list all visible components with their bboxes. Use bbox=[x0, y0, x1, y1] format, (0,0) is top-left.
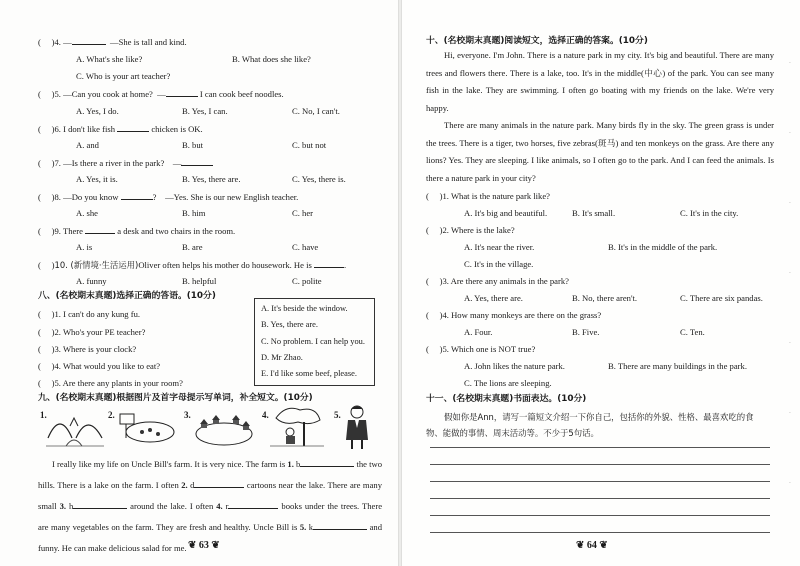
option: C. No, I can't. bbox=[292, 106, 340, 116]
blank[interactable] bbox=[314, 259, 344, 268]
match-item-5: ( )5. Are there any plants in your room? bbox=[38, 378, 183, 388]
question-9: ( )9. There a desk and two chairs in the room. bbox=[38, 226, 236, 236]
option: B. but bbox=[182, 140, 204, 150]
option: A. John likes the nature park. bbox=[464, 361, 565, 371]
answer-option-b: B. Yes, there are. bbox=[261, 320, 318, 329]
match-item-3: ( )3. Where is your clock? bbox=[38, 344, 137, 354]
leaf-ornament-icon: ❦ bbox=[211, 540, 220, 551]
reading-question-5: ( )5. Which one is NOT true? bbox=[426, 344, 536, 354]
picture-number: 5. bbox=[334, 410, 341, 420]
blank-1[interactable] bbox=[300, 458, 354, 467]
option: A. is bbox=[76, 242, 93, 252]
option: A. funny bbox=[76, 276, 107, 286]
question-8: ( )8. —Do you know ? —Yes. She is our new English teacher. bbox=[38, 192, 299, 202]
option: A. What's she like? bbox=[76, 54, 143, 64]
option: A. Yes, I do. bbox=[76, 106, 119, 116]
blank[interactable] bbox=[85, 225, 115, 234]
option: C. Ten. bbox=[680, 327, 705, 337]
picture-number: 1. bbox=[40, 410, 47, 420]
page-number-right: ❦ 64 ❦ bbox=[576, 540, 608, 551]
drawing-picture bbox=[116, 408, 178, 448]
blank-3[interactable] bbox=[73, 500, 127, 509]
blank[interactable] bbox=[181, 157, 213, 166]
option: B. Yes, there are. bbox=[182, 174, 241, 184]
option: C. but not bbox=[292, 140, 327, 150]
reading-under-tree-picture bbox=[270, 404, 324, 448]
picture-number: 3. bbox=[184, 410, 191, 420]
reading-question-3: ( )3. Are there any animals in the park? bbox=[426, 276, 569, 286]
option: A. she bbox=[76, 208, 98, 218]
cut-mark-icon: · bbox=[789, 270, 791, 277]
reading-question-4: ( )4. How many monkeys are there on the grass? bbox=[426, 310, 602, 320]
option: C. There are six pandas. bbox=[680, 293, 763, 303]
writing-line[interactable] bbox=[430, 515, 770, 516]
picture-number: 4. bbox=[262, 410, 269, 420]
option: A. Four. bbox=[464, 327, 493, 337]
section-10-title: 十、(名校期末真题)阅读短文，选择正确的答案。(10分) bbox=[426, 36, 648, 46]
match-item-1: ( )1. I can't do any kung fu. bbox=[38, 309, 141, 319]
kind-man-picture bbox=[344, 404, 370, 450]
houses-picture bbox=[192, 408, 256, 448]
blank[interactable] bbox=[117, 123, 149, 132]
option: C. Yes, there is. bbox=[292, 174, 346, 184]
section-11-title: 十一、(名校期末真题)书面表达。(10分) bbox=[426, 394, 587, 404]
question-7: ( )7. —Is there a river in the park? — bbox=[38, 157, 213, 169]
cut-mark-icon: · bbox=[789, 130, 791, 137]
answer-paren-open: ( bbox=[38, 37, 41, 47]
blank-2[interactable] bbox=[194, 479, 244, 488]
option: B. helpful bbox=[182, 276, 217, 286]
cut-mark-icon: · bbox=[789, 340, 791, 347]
answer-option-e: E. I'd like some beef, please. bbox=[261, 369, 357, 378]
between-hills-picture bbox=[46, 408, 104, 448]
answer-option-a: A. It's beside the window. bbox=[261, 304, 348, 313]
writing-line[interactable] bbox=[430, 447, 770, 448]
option: B. Five. bbox=[572, 327, 600, 337]
cut-mark-icon: · bbox=[789, 60, 791, 67]
farm-passage: I really like my life on Uncle Bill's farm. It is very nice. The farm is 1. b the two hills. There is a lake on the farm. I often 2. d cartoons near the lake. There are many small 3. h around the lake. I often 4. r books under the trees. There are many vegetables on the farm. They are fresh and healthy. Uncle Bill is 5. k and funny. He can make delicious salad for me. bbox=[38, 459, 383, 553]
writing-prompt-line-1: 假如你是Ann，请写一篇短文介绍一下你自己，包括你的外貌、性格、最喜欢吃的食 bbox=[444, 412, 754, 422]
option: A. It's near the river. bbox=[464, 242, 535, 252]
option: C. Who is your art teacher? bbox=[76, 71, 171, 81]
writing-line[interactable] bbox=[430, 532, 770, 533]
writing-line[interactable] bbox=[430, 481, 770, 482]
option: C. her bbox=[292, 208, 314, 218]
left-page bbox=[0, 0, 398, 566]
question-6: ( )6. I don't like fish chicken is OK. bbox=[38, 124, 203, 134]
leaf-ornament-icon: ❦ bbox=[599, 540, 608, 551]
page-number-left: ❦ 63 ❦ bbox=[188, 540, 220, 551]
blank-4[interactable] bbox=[228, 500, 278, 509]
section-9-title: 九、(名校期末真题)根据图片及首字母提示写单词，补全短文。(10分) bbox=[38, 393, 313, 403]
answer-options-box bbox=[254, 298, 375, 386]
option: A. and bbox=[76, 140, 99, 150]
writing-line[interactable] bbox=[430, 464, 770, 465]
option: B. Yes, I can. bbox=[182, 106, 228, 116]
question-10: ( )10. (新情境·生活运用)Oliver often helps his mother do housework. He is . bbox=[38, 260, 347, 270]
cut-mark-icon: · bbox=[789, 200, 791, 207]
option: A. Yes, it is. bbox=[76, 174, 118, 184]
option: A. Yes, there are. bbox=[464, 293, 523, 303]
cut-mark-icon: · bbox=[789, 480, 791, 487]
blank[interactable] bbox=[121, 191, 153, 200]
cut-mark-icon: · bbox=[789, 410, 791, 417]
option: B. No, there aren't. bbox=[572, 293, 638, 303]
option: C. have bbox=[292, 242, 319, 252]
answer-option-d: D. Mr Zhao. bbox=[261, 353, 303, 362]
leaf-ornament-icon: ❦ bbox=[188, 540, 197, 551]
question-4: ( )4. — —She is tall and kind. bbox=[38, 37, 187, 47]
option: C. polite bbox=[292, 276, 322, 286]
option: C. It's in the city. bbox=[680, 208, 739, 218]
blank-5[interactable] bbox=[313, 521, 367, 530]
match-item-4: ( )4. What would you like to eat? bbox=[38, 361, 161, 371]
match-item-2: ( )2. Who's your PE teacher? bbox=[38, 327, 146, 337]
reading-paragraph-1: Hi, everyone. I'm John. There is a nature park in my city. It's big and beautiful. There are many trees and flowers there. There is a lake, too. It's in the middle(中心) of the park. You can see many fish in the lake. They are swimming. I often go boating with my friends on the lake. We're very happy. bbox=[426, 50, 774, 113]
option: B. There are many buildings in the park. bbox=[608, 361, 747, 371]
answer-option-c: C. No problem. I can help you. bbox=[261, 337, 365, 346]
option: A. It's big and beautiful. bbox=[464, 208, 548, 218]
option: C. The lions are sleeping. bbox=[464, 378, 552, 388]
writing-prompt-line-2: 物、能做的事情、周末活动等。不少于5句话。 bbox=[426, 428, 599, 438]
option: B. are bbox=[182, 242, 203, 252]
section-8-title: 八、(名校期末真题)选择正确的答语。(10分) bbox=[38, 291, 216, 301]
option: B. What does she like? bbox=[232, 54, 311, 64]
reading-paragraph-2: There are many animals in the nature park. Many birds fly in the sky. The green grass is under the trees. There is a tiger, two horses, five zebras(斑马) and ten monkeys on the grass. Are there any lions? Yes. They are sleeping. I like animals, so I often go to the park. And I can feed the animals. Is there a nature park in your city? bbox=[426, 120, 774, 183]
writing-line[interactable] bbox=[430, 498, 770, 499]
cut-line-marks bbox=[786, 40, 796, 520]
blank[interactable] bbox=[166, 88, 198, 97]
option: B. It's in the middle of the park. bbox=[608, 242, 718, 252]
picture-number: 2. bbox=[108, 410, 115, 420]
question-5: ( )5. —Can you cook at home? — I can cook beef noodles. bbox=[38, 89, 284, 99]
reading-question-1: ( )1. What is the nature park like? bbox=[426, 191, 550, 201]
leaf-ornament-icon: ❦ bbox=[576, 540, 585, 551]
option: B. him bbox=[182, 208, 206, 218]
reading-question-2: ( )2. Where is the lake? bbox=[426, 225, 515, 235]
option: B. It's small. bbox=[572, 208, 616, 218]
option: C. It's in the village. bbox=[464, 259, 534, 269]
blank[interactable] bbox=[72, 36, 106, 45]
